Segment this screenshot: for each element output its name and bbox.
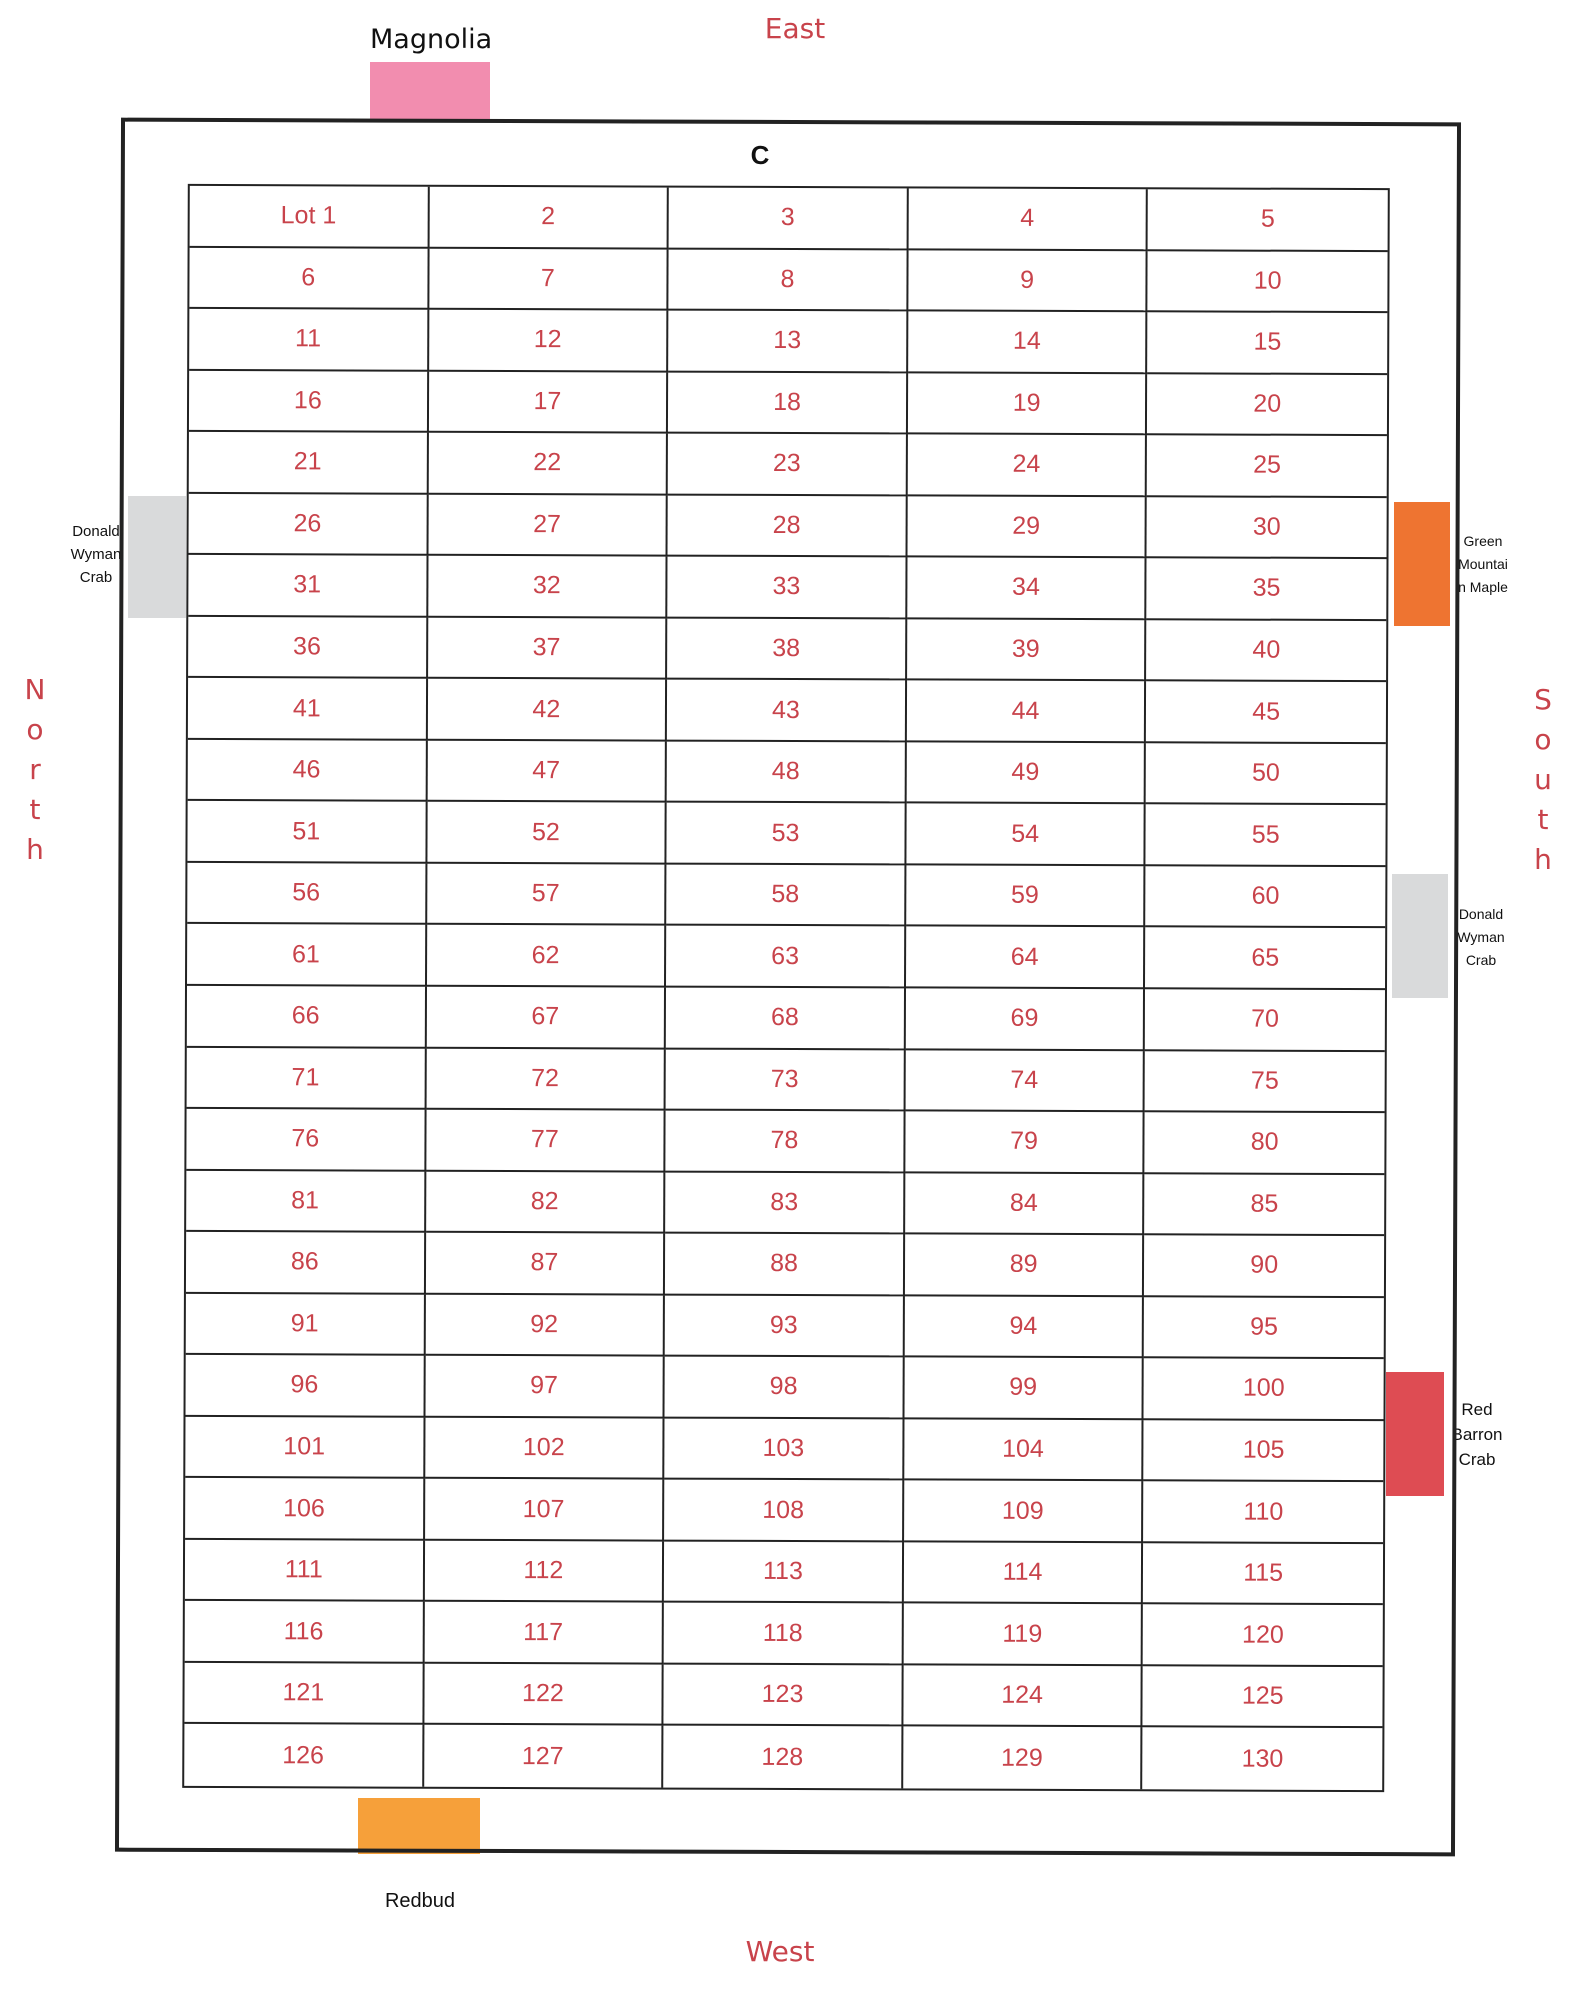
north-letter: t bbox=[29, 793, 41, 826]
lot-cell: 7 bbox=[429, 248, 669, 310]
lot-cell: 83 bbox=[665, 1172, 905, 1234]
lot-cell: 54 bbox=[906, 804, 1146, 866]
lot-cell: 76 bbox=[186, 1109, 426, 1171]
lot-cell: 122 bbox=[424, 1664, 664, 1726]
lot-cell: 104 bbox=[904, 1419, 1144, 1481]
lot-cell: 108 bbox=[664, 1480, 904, 1542]
lot-cell: 9 bbox=[908, 250, 1148, 312]
lot-cell: 121 bbox=[184, 1663, 424, 1725]
lot-cell: 82 bbox=[426, 1171, 666, 1233]
lot-cell: 38 bbox=[667, 618, 907, 680]
north-direction-label bbox=[15, 670, 55, 870]
lot-cell: 40 bbox=[1146, 620, 1386, 682]
lot-cell: 94 bbox=[905, 1296, 1145, 1358]
lot-cell: 106 bbox=[185, 1478, 425, 1540]
lot-cell: 103 bbox=[664, 1418, 904, 1480]
tree-label-line: Crab bbox=[1458, 1450, 1496, 1469]
lot-cell: Lot 1 bbox=[190, 186, 430, 248]
tree-label-line: Wyman bbox=[70, 546, 122, 563]
lot-cell: 50 bbox=[1146, 743, 1386, 805]
lot-cell: 81 bbox=[186, 1171, 426, 1233]
lot-cell: 72 bbox=[426, 1048, 666, 1110]
lot-cell: 126 bbox=[184, 1724, 424, 1786]
lot-cell: 92 bbox=[425, 1294, 665, 1356]
tree-label-line: Wyman bbox=[1457, 929, 1505, 945]
lot-cell: 99 bbox=[904, 1358, 1144, 1420]
lot-cell: 44 bbox=[907, 681, 1147, 743]
lot-cell: 17 bbox=[429, 371, 669, 433]
lot-cell: 27 bbox=[428, 494, 668, 556]
lot-grid bbox=[182, 184, 1390, 1792]
lot-cell: 79 bbox=[905, 1111, 1145, 1173]
lot-cell: 115 bbox=[1143, 1543, 1383, 1605]
lot-cell: 112 bbox=[424, 1541, 664, 1603]
lot-cell: 30 bbox=[1147, 497, 1387, 559]
lot-cell: 31 bbox=[188, 555, 428, 617]
lot-cell: 96 bbox=[186, 1355, 426, 1417]
lot-cell: 20 bbox=[1147, 374, 1387, 436]
lot-cell: 34 bbox=[907, 558, 1147, 620]
tree-label-line: Red bbox=[1461, 1400, 1493, 1419]
lot-cell: 39 bbox=[907, 619, 1147, 681]
lot-cell: 127 bbox=[424, 1725, 664, 1787]
lot-cell: 48 bbox=[667, 741, 907, 803]
lot-cell: 68 bbox=[666, 988, 906, 1050]
lot-cell: 61 bbox=[187, 924, 427, 986]
lot-cell: 57 bbox=[427, 864, 667, 926]
tree-label-line: Green bbox=[1463, 533, 1503, 549]
lot-cell: 67 bbox=[426, 987, 666, 1049]
north-letter: h bbox=[26, 833, 44, 866]
lot-cell: 62 bbox=[427, 925, 667, 987]
lot-cell: 21 bbox=[189, 432, 429, 494]
lot-cell: 60 bbox=[1146, 866, 1386, 928]
lot-cell: 26 bbox=[189, 494, 429, 556]
magnolia-tree-marker bbox=[370, 62, 490, 120]
lot-cell: 63 bbox=[666, 926, 906, 988]
lot-cell: 125 bbox=[1143, 1666, 1383, 1728]
magnolia-label: Magnolia bbox=[370, 24, 493, 55]
lot-cell: 8 bbox=[669, 249, 909, 311]
lot-cell: 71 bbox=[187, 1047, 427, 1109]
lot-cell: 33 bbox=[667, 557, 907, 619]
lot-cell: 114 bbox=[904, 1542, 1144, 1604]
tree-label-line: n Maple bbox=[1458, 579, 1508, 595]
lot-cell: 4 bbox=[908, 188, 1148, 250]
lot-cell: 117 bbox=[424, 1602, 664, 1664]
lot-cell: 86 bbox=[186, 1232, 426, 1294]
lot-cell: 13 bbox=[668, 311, 908, 373]
lot-cell: 11 bbox=[189, 309, 429, 371]
lot-cell: 113 bbox=[664, 1541, 904, 1603]
lot-cell: 111 bbox=[185, 1540, 425, 1602]
south-letter: h bbox=[1534, 843, 1552, 876]
lot-cell: 32 bbox=[428, 556, 668, 618]
lot-cell: 10 bbox=[1148, 251, 1388, 313]
lot-cell: 2 bbox=[429, 187, 669, 249]
north-letter: N bbox=[24, 673, 46, 706]
lot-cell: 16 bbox=[189, 371, 429, 433]
lot-cell: 91 bbox=[186, 1294, 426, 1356]
lot-cell: 37 bbox=[428, 618, 668, 680]
lot-cell: 118 bbox=[664, 1603, 904, 1665]
north-letter: o bbox=[26, 713, 44, 746]
lot-cell: 128 bbox=[663, 1726, 903, 1788]
south-letter: S bbox=[1534, 683, 1552, 716]
lot-cell: 69 bbox=[906, 988, 1146, 1050]
lot-cell: 5 bbox=[1148, 189, 1388, 251]
lot-cell: 46 bbox=[188, 740, 428, 802]
lot-cell: 35 bbox=[1147, 558, 1387, 620]
lot-cell: 23 bbox=[668, 434, 908, 496]
lot-cell: 77 bbox=[426, 1110, 666, 1172]
lot-cell: 22 bbox=[428, 433, 668, 495]
lot-cell: 85 bbox=[1145, 1174, 1385, 1236]
tree-label-line: Mountai bbox=[1458, 556, 1508, 572]
lot-cell: 101 bbox=[185, 1417, 425, 1479]
redbud-label: Redbud bbox=[384, 1890, 456, 1912]
lot-cell: 123 bbox=[664, 1664, 904, 1726]
lot-cell: 59 bbox=[906, 865, 1146, 927]
lot-cell: 120 bbox=[1143, 1605, 1383, 1667]
lot-cell: 52 bbox=[427, 802, 667, 864]
lot-cell: 3 bbox=[669, 188, 909, 250]
lot-cell: 65 bbox=[1145, 928, 1385, 990]
lot-cell: 116 bbox=[185, 1601, 425, 1663]
north-letter: r bbox=[29, 753, 41, 786]
lot-cell: 6 bbox=[189, 247, 429, 309]
lot-cell: 90 bbox=[1144, 1235, 1384, 1297]
lot-cell: 80 bbox=[1145, 1112, 1385, 1174]
lot-cell: 29 bbox=[907, 496, 1147, 558]
lot-cell: 28 bbox=[668, 495, 908, 557]
lot-cell: 75 bbox=[1145, 1051, 1385, 1113]
tree-label-line: Donald bbox=[72, 523, 120, 540]
lot-cell: 58 bbox=[666, 865, 906, 927]
lot-cell: 89 bbox=[905, 1235, 1145, 1297]
south-letter: o bbox=[1534, 723, 1552, 756]
lot-cell: 18 bbox=[668, 372, 908, 434]
lot-cell: 119 bbox=[903, 1604, 1143, 1666]
lot-cell: 15 bbox=[1148, 312, 1388, 374]
lot-cell: 73 bbox=[666, 1049, 906, 1111]
lot-cell: 78 bbox=[666, 1111, 906, 1173]
lot-cell: 49 bbox=[906, 742, 1146, 804]
lot-cell: 84 bbox=[905, 1173, 1145, 1235]
lot-cell: 66 bbox=[187, 986, 427, 1048]
lot-cell: 98 bbox=[665, 1357, 905, 1419]
lot-cell: 55 bbox=[1146, 805, 1386, 867]
lot-cell: 130 bbox=[1241, 1744, 1284, 1773]
lot-cell: 105 bbox=[1144, 1420, 1384, 1482]
lot-cell: 19 bbox=[908, 373, 1148, 435]
lot-cell: 129 bbox=[903, 1727, 1143, 1789]
lot-cell: 124 bbox=[903, 1665, 1143, 1727]
lot-cell: 47 bbox=[427, 741, 667, 803]
lot-cell: 41 bbox=[188, 678, 428, 740]
lot-cell: 14 bbox=[908, 311, 1148, 373]
lot-cell: 51 bbox=[187, 801, 427, 863]
lot-cell: 88 bbox=[665, 1234, 905, 1296]
lot-cell: 93 bbox=[665, 1295, 905, 1357]
tree-label-line: Donald bbox=[1458, 906, 1504, 922]
lot-cell: 25 bbox=[1147, 435, 1387, 497]
south-letter: t bbox=[1537, 803, 1549, 836]
lot-cell: 100 bbox=[1144, 1358, 1384, 1420]
east-direction-label: East bbox=[764, 12, 826, 45]
south-letter: u bbox=[1534, 763, 1552, 796]
lot-cell: 53 bbox=[667, 803, 907, 865]
lot-cell: 64 bbox=[906, 927, 1146, 989]
lot-cell: 45 bbox=[1146, 682, 1386, 744]
south-direction-label bbox=[1523, 680, 1563, 880]
lot-cell: 97 bbox=[425, 1356, 665, 1418]
lot-cell: 36 bbox=[188, 617, 428, 679]
lot-cell: 87 bbox=[426, 1233, 666, 1295]
lot-cell: 109 bbox=[904, 1481, 1144, 1543]
lot-cell: 95 bbox=[1144, 1297, 1384, 1359]
tree-label-line: Crab bbox=[79, 569, 113, 586]
tree-label-line: Barron bbox=[1451, 1425, 1503, 1444]
lot-cell: 110 bbox=[1143, 1482, 1383, 1544]
lot-cell: 43 bbox=[667, 680, 907, 742]
west-direction-label: West bbox=[745, 1935, 815, 1968]
lot-cell: 42 bbox=[427, 679, 667, 741]
section-label: C bbox=[750, 140, 770, 170]
lot-cell: 56 bbox=[187, 863, 427, 925]
lot-cell: 74 bbox=[905, 1050, 1145, 1112]
tree-label-line: Crab bbox=[1465, 952, 1497, 968]
lot-cell: 24 bbox=[908, 435, 1148, 497]
lot-cell: 70 bbox=[1145, 989, 1385, 1051]
lot-cell: 102 bbox=[425, 1418, 665, 1480]
lot-cell: 12 bbox=[429, 310, 669, 372]
lot-cell: 107 bbox=[425, 1479, 665, 1541]
